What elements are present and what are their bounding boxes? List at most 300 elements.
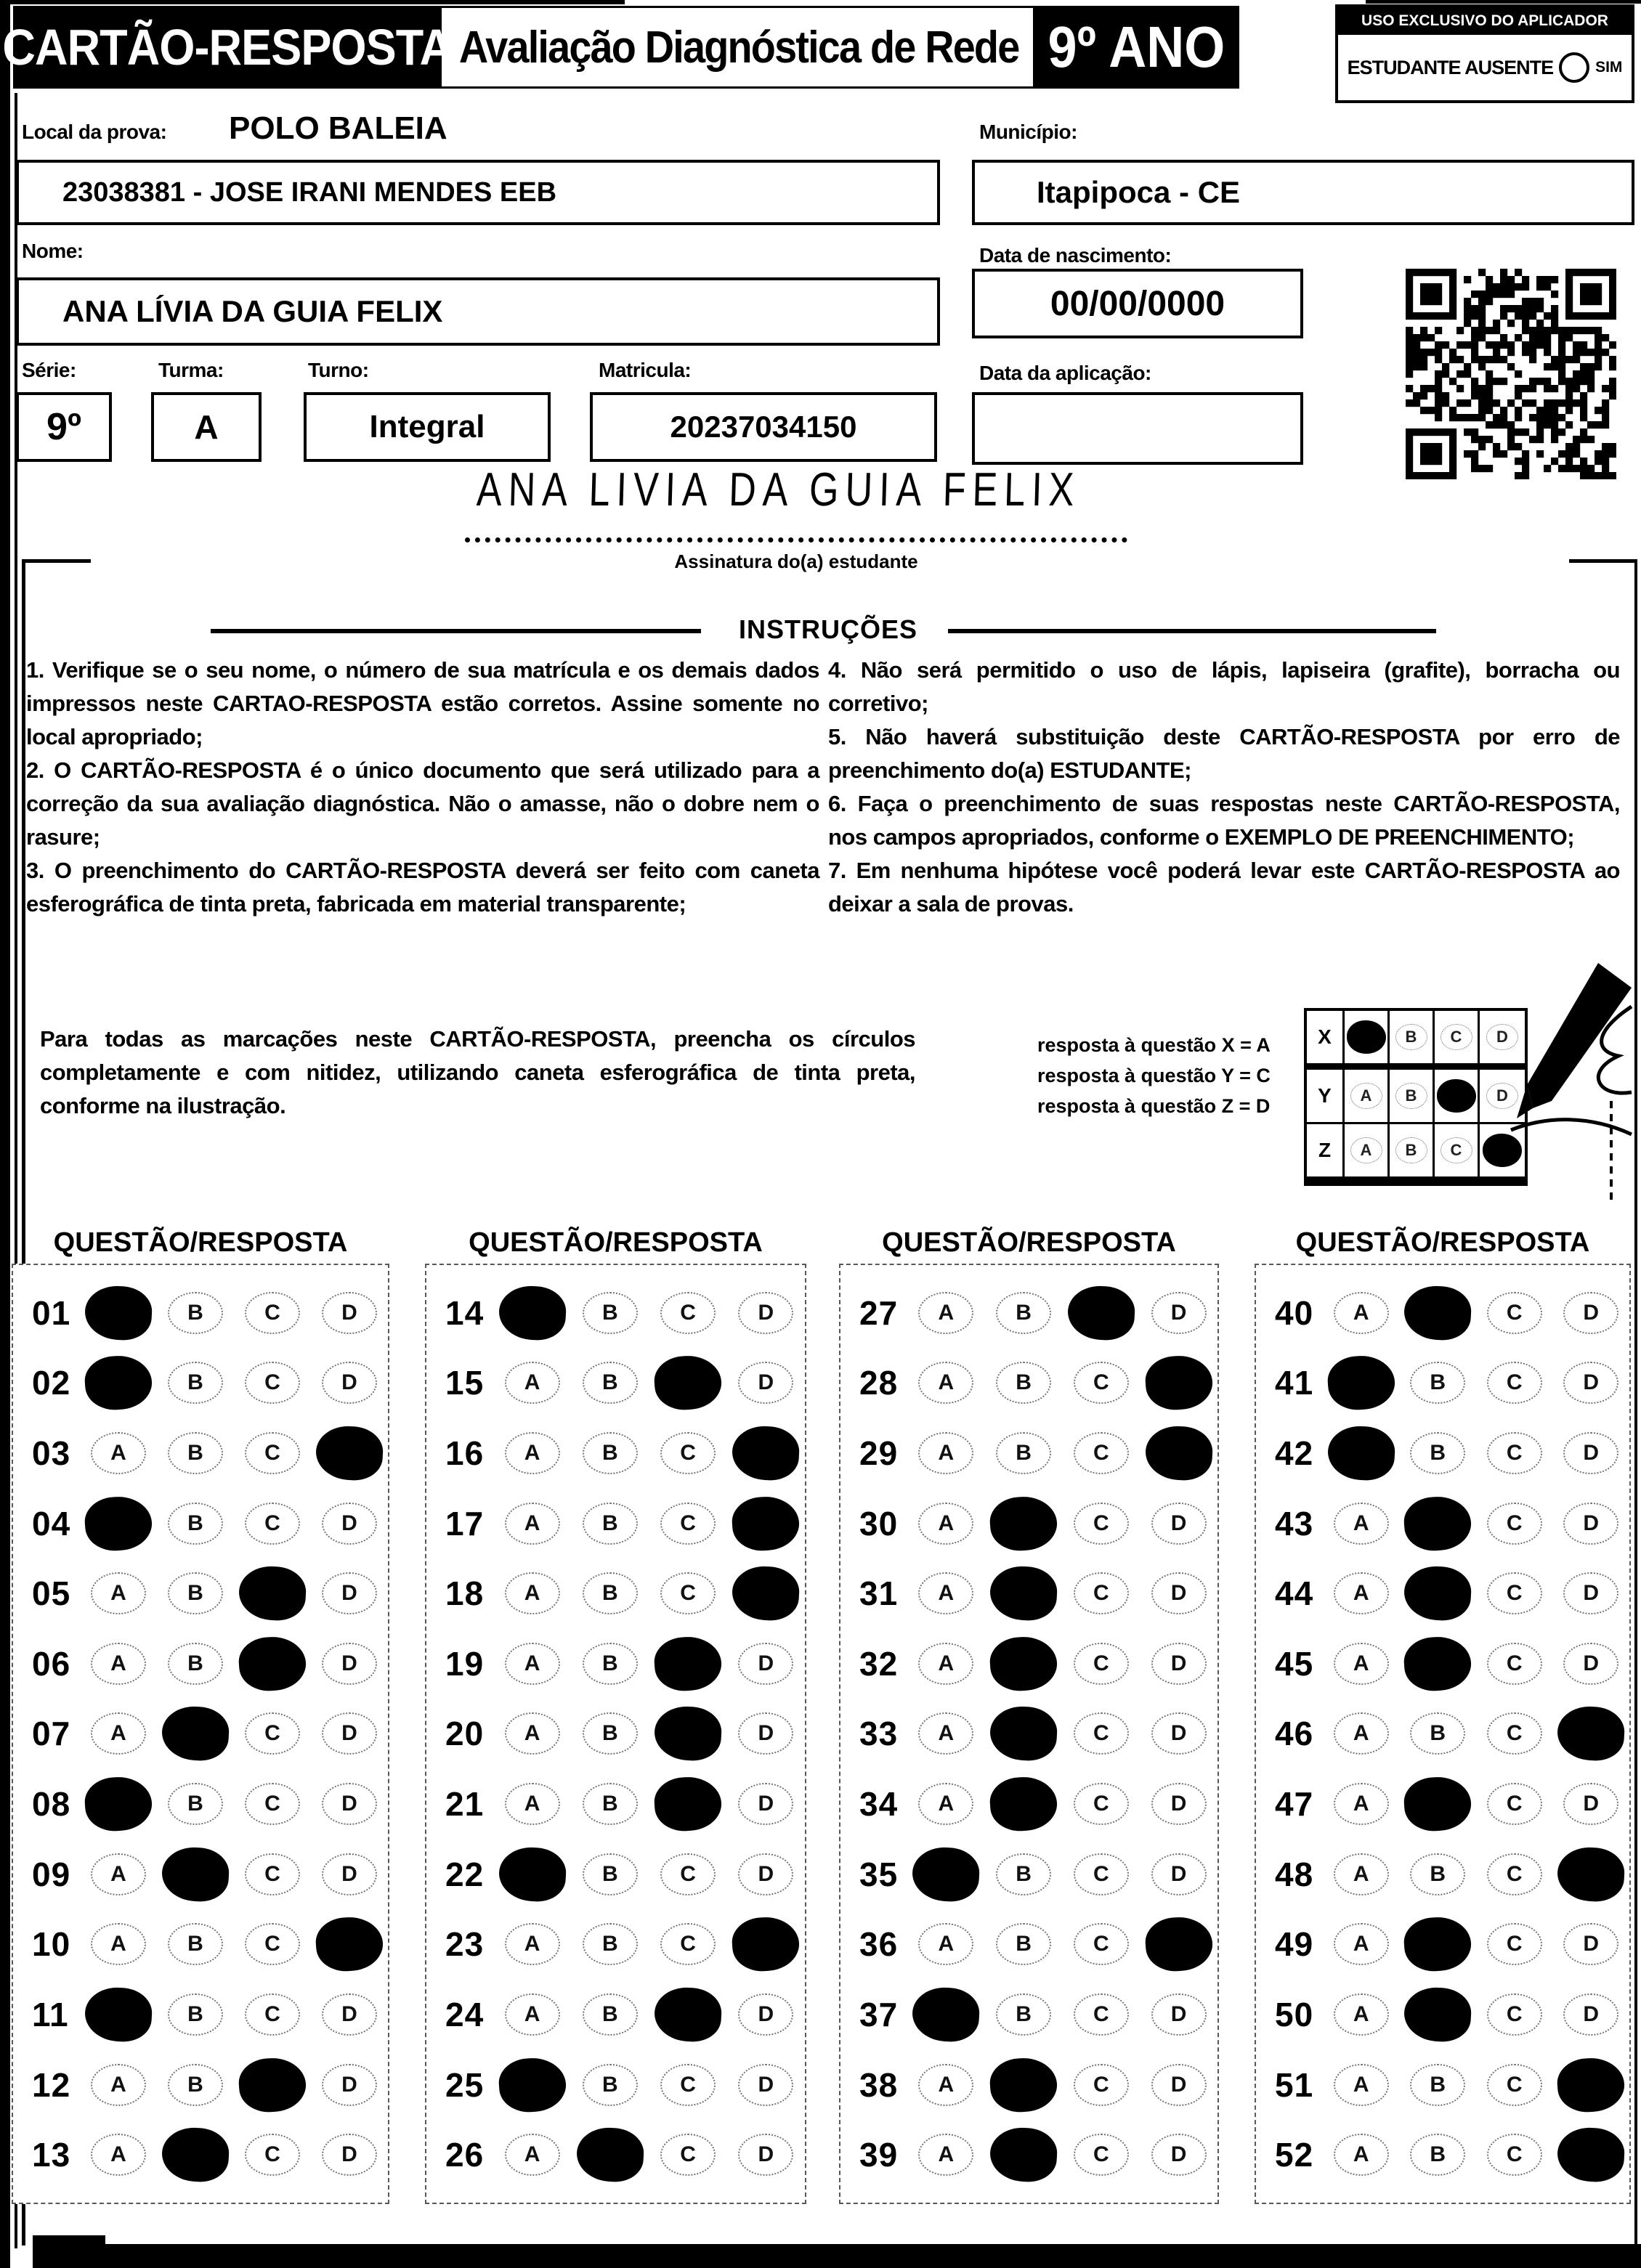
answer-bubble-filled[interactable] [1143,1354,1214,1412]
answer-bubble[interactable]: A [1334,1572,1389,1614]
question-row [426,1848,805,1901]
answer-bubble[interactable]: C [660,1292,716,1334]
answer-bubble[interactable]: D [322,1993,377,2036]
answer-bubble[interactable]: B [583,1503,638,1545]
answer-bubble[interactable]: B [583,1643,638,1685]
answer-bubble-filled[interactable] [498,1284,567,1341]
answer-bubble[interactable]: B [168,1362,223,1404]
answer-bubble-filled[interactable] [84,1354,154,1412]
answer-bubble-filled[interactable] [161,2126,230,2184]
answer-bubble[interactable]: C [1074,1993,1129,2036]
instructions-right-column [828,654,1620,921]
instructions-rule-right [948,629,1436,633]
answer-bubble[interactable]: C [245,1783,300,1825]
question-row [13,1426,388,1480]
question-number: 24 [445,1996,485,2034]
answer-bubble[interactable]: B [996,1362,1051,1404]
answer-bubble[interactable]: D [322,1853,377,1895]
answer-bubble[interactable]: B [168,2064,223,2106]
nascimento-label: Data de nascimento: [979,244,1172,267]
question-row [426,1426,805,1480]
answer-bubble[interactable]: B [583,1783,638,1825]
answer-bubble-filled[interactable] [1144,1425,1214,1482]
answer-bubble-filled[interactable] [1556,1705,1626,1763]
question-number: 43 [1275,1504,1314,1543]
answer-bubble[interactable]: B [168,1292,223,1334]
answer-bubble[interactable]: A [1334,1783,1389,1825]
answer-bubble[interactable]: A [91,2134,146,2176]
answer-bubble-filled[interactable] [1556,2126,1626,2184]
answer-bubble-filled[interactable] [653,1635,724,1693]
instruction-item: 4. Não será permitido o uso de lápis, lapiseira (grafite), borracha ou corretivo; [828,657,1620,716]
answer-bubble[interactable]: B [168,1572,223,1614]
answer-bubble[interactable]: A [918,1643,973,1685]
answer-bubble[interactable]: A [918,2134,973,2176]
answer-bubble[interactable]: A [1334,2134,1389,2176]
answer-bubble-filled[interactable] [1326,1425,1396,1482]
question-number: 23 [445,1925,485,1964]
answer-bubble[interactable]: C [1487,1643,1542,1685]
instructions-title: INSTRUÇÕES [738,614,918,644]
answer-bubble[interactable]: D [738,2064,793,2106]
answer-bubble-filled[interactable] [912,1986,981,2044]
answer-bubble-filled[interactable] [989,1565,1058,1622]
answer-bubble[interactable]: C [1487,1712,1542,1755]
answer-bubble[interactable]: D [322,2134,377,2176]
absent-label: ESTUDANTE AUSENTE [1347,56,1554,78]
answer-bubble-filled[interactable] [1403,1494,1473,1552]
answer-bubble[interactable]: D [738,2134,793,2176]
answer-bubble[interactable]: D [738,1783,793,1825]
turma-label: Turma: [158,359,224,381]
answer-bubble[interactable]: C [1487,1503,1542,1545]
answer-bubble[interactable]: B [583,1993,638,2036]
answer-bubble[interactable]: D [1563,1923,1618,1965]
answer-bubble-filled[interactable] [731,1494,801,1552]
answer-bubble[interactable]: B [168,1923,223,1965]
answer-bubble-filled[interactable] [731,1915,801,1973]
answer-bubble[interactable]: C [1074,1432,1129,1474]
question-number: 48 [1275,1855,1314,1893]
answer-bubble[interactable]: C [1074,1923,1129,1965]
answer-bubble[interactable]: C [660,1923,716,1965]
question-number: 52 [1275,2136,1314,2174]
answer-bubble[interactable]: A [918,1783,973,1825]
question-row [1256,1707,1629,1760]
answer-bubble-filled[interactable] [1403,1775,1473,1833]
answer-bubble-filled[interactable] [1403,1915,1473,1973]
answer-bubble[interactable]: A [91,1432,146,1474]
local-value: POLO BALEIA [229,110,447,146]
question-row [840,1497,1217,1550]
question-row [1256,1988,1629,2041]
answer-bubble[interactable]: D [1151,1503,1207,1545]
answer-bubble[interactable]: A [918,1923,973,1965]
question-number: 14 [445,1293,485,1332]
answer-bubble-filled[interactable] [84,1986,153,2044]
answer-bubble[interactable]: B [996,1853,1051,1895]
signature-line[interactable] [465,537,1127,542]
answer-block-3 [839,1264,1219,2204]
answer-bubble[interactable]: C [1487,1362,1542,1404]
answer-block-1 [12,1264,389,2204]
answer-bubble[interactable]: C [1487,1993,1542,2036]
answer-bubble-filled[interactable] [1403,1635,1473,1693]
answer-bubble-filled[interactable] [84,1494,154,1552]
serie-field [16,392,112,462]
answer-bubble[interactable]: B [1410,1362,1465,1404]
answer-bubble[interactable]: D [1151,1292,1207,1334]
answer-bubble[interactable]: C [1487,1923,1542,1965]
question-number: 05 [32,1574,71,1613]
answer-bubble[interactable]: D [322,1572,377,1614]
question-row [13,1777,388,1831]
question-number: 02 [32,1364,71,1402]
answer-bubble-filled[interactable] [161,1705,230,1763]
answer-bubble-filled[interactable] [497,2056,567,2114]
answer-bubble-filled[interactable] [653,1986,723,2044]
pen-hand-illustration [1489,963,1641,1203]
question-number: 08 [32,1785,71,1824]
scan-top-edge [0,0,625,4]
answer-bubble[interactable]: C [660,2064,716,2106]
answer-bubble[interactable]: D [1151,1712,1207,1755]
answer-bubble[interactable]: B [168,1432,223,1474]
answer-bubble[interactable]: B [168,1783,223,1825]
answer-bubble-filled[interactable] [653,1705,723,1763]
answer-bubble[interactable]: A [918,1572,973,1614]
answer-bubble[interactable]: B [583,1853,638,1895]
grade-label: 9º ANO [1048,15,1225,79]
question-row [840,1917,1217,1971]
question-row [13,1356,388,1410]
answer-bubble-filled[interactable] [732,1425,801,1482]
question-row [1256,2128,1629,2182]
answer-bubble-filled[interactable] [989,2056,1059,2114]
answer-bubble[interactable]: C [1487,2064,1542,2106]
answer-bubble[interactable]: D [1151,1993,1207,2036]
example-bubble-filled [1347,1020,1386,1054]
question-number: 07 [32,1715,71,1753]
answer-bubble[interactable]: D [1563,1292,1618,1334]
question-row [1256,1848,1629,1901]
answer-bubble[interactable]: C [1074,1643,1129,1685]
question-row [1256,1286,1629,1340]
answer-bubble[interactable]: C [245,1993,300,2036]
answer-bubble-filled[interactable] [1403,1565,1472,1622]
answer-bubble-filled[interactable] [238,1635,308,1693]
answer-bubble[interactable]: C [1487,1292,1542,1334]
question-number: 37 [859,1996,899,2034]
answer-bubble[interactable]: B [1410,1853,1465,1895]
frame-corner-left [22,559,91,563]
answer-bubble[interactable]: B [168,1993,223,2036]
answer-bubble-filled[interactable] [989,1635,1059,1693]
answer-bubble[interactable]: C [1487,2134,1542,2176]
answer-bubble[interactable]: C [1074,2064,1129,2106]
answer-bubble[interactable]: C [245,1503,300,1545]
answer-bubble[interactable]: A [1334,2064,1389,2106]
answer-bubble-filled[interactable] [84,1284,153,1341]
answer-bubble[interactable]: C [660,2134,716,2176]
question-number: 49 [1275,1925,1314,1964]
answer-bubble-filled[interactable] [315,1425,384,1482]
serie-value: 9º [46,406,81,448]
answer-bubble-filled[interactable] [1556,2056,1626,2114]
example-row-label: Y [1307,1070,1345,1122]
answer-bubble-filled[interactable] [912,1845,981,1903]
answer-bubble[interactable]: B [996,1993,1051,2036]
question-row [13,2058,388,2112]
answer-bubble[interactable]: A [1334,1503,1389,1545]
answer-bubble-filled[interactable] [498,1845,567,1903]
answer-bubble[interactable]: D [738,1712,793,1755]
question-number: 34 [859,1785,899,1824]
question-row [426,1707,805,1760]
answer-bubble[interactable]: D [1563,1572,1618,1614]
answer-bubble[interactable]: D [1563,1362,1618,1404]
answer-bubble[interactable]: A [505,1993,560,2036]
answer-bubble[interactable]: C [660,1853,716,1895]
answer-bubble[interactable]: C [245,1923,300,1965]
answer-bubble[interactable]: B [583,1572,638,1614]
answer-bubble[interactable]: C [1074,1783,1129,1825]
answer-bubble[interactable]: A [505,1643,560,1685]
example-bubble: D [1486,1083,1518,1109]
answer-bubble[interactable]: A [1334,1643,1389,1685]
answer-bubble-filled[interactable] [989,1775,1059,1833]
answer-bubble[interactable]: C [1074,1572,1129,1614]
answer-bubble-filled[interactable] [238,1565,307,1622]
answer-bubble[interactable]: A [505,1362,560,1404]
example-bubble: A [1350,1083,1382,1109]
answer-bubble[interactable]: B [583,1292,638,1334]
question-number: 26 [445,2136,485,2174]
answer-bubble[interactable]: C [245,1853,300,1895]
answer-bubble-filled[interactable] [989,2126,1058,2184]
frame-corner-right [1569,559,1634,563]
answer-bubble[interactable]: B [1410,1712,1465,1755]
answer-bubble[interactable]: B [583,2064,638,2106]
question-row [13,1988,388,2041]
answer-bubble[interactable]: B [583,1432,638,1474]
question-row [840,1637,1217,1691]
answer-bubble-filled[interactable] [1326,1354,1396,1412]
answer-bubble[interactable]: A [91,2064,146,2106]
answer-bubble[interactable]: D [1151,1643,1207,1685]
answer-bubble-filled[interactable] [575,2126,645,2184]
answer-bubble[interactable]: B [168,1503,223,1545]
question-number: 27 [859,1293,899,1332]
answer-bubble-filled[interactable] [1143,1915,1214,1973]
instruction-item: 2. O CARTÃO-RESPOSTA é o único documento que será utilizado para a correção da sua avaliação diagnóstica. Não o amasse, não o dobre nem o rasure; [26,757,819,850]
answer-bubble[interactable]: D [322,1643,377,1685]
answer-bubble[interactable]: A [505,1503,560,1545]
answer-bubble[interactable]: A [505,1923,560,1965]
example-bubble: D [1486,1024,1518,1050]
absent-bubble[interactable] [1559,52,1589,83]
answer-bubble[interactable]: A [1334,1712,1389,1755]
answer-bubble[interactable]: A [1334,1853,1389,1895]
answer-bubble-filled[interactable] [315,1915,385,1973]
answer-bubble[interactable]: B [996,1292,1051,1334]
answer-bubble[interactable]: C [1074,1362,1129,1404]
answer-bubble[interactable]: D [1563,1643,1618,1685]
example-row-label: X [1307,1011,1345,1063]
answer-bubble-filled[interactable] [732,1565,801,1622]
answer-bubble[interactable]: B [583,1362,638,1404]
aplicacao-label: Data da aplicação: [979,362,1151,384]
answer-bubble[interactable]: D [1151,1853,1207,1895]
answer-bubble[interactable]: C [1074,1503,1129,1545]
answer-bubble-filled[interactable] [238,2056,308,2114]
answer-bubble[interactable]: A [505,1432,560,1474]
question-row [840,1286,1217,1340]
answer-bubble[interactable]: B [1410,2064,1465,2106]
answer-bubble[interactable]: B [583,1712,638,1755]
answer-bubble[interactable]: A [918,1712,973,1755]
answer-bubble[interactable]: A [505,2134,560,2176]
answer-bubble[interactable]: D [1151,1783,1207,1825]
answer-bubble[interactable]: A [1334,1993,1389,2036]
answer-bubble[interactable]: C [1074,1712,1129,1755]
question-number: 04 [32,1504,71,1543]
answer-bubble[interactable]: D [1563,1503,1618,1545]
question-row [426,1356,805,1410]
answer-bubble[interactable]: A [918,2064,973,2106]
answer-bubble[interactable]: D [1563,1993,1618,2036]
answer-bubble[interactable]: B [1410,2134,1465,2176]
answer-bubble-filled[interactable] [1403,1986,1472,2044]
answer-bubble[interactable]: A [505,1712,560,1755]
answer-bubble[interactable]: C [245,1712,300,1755]
answer-bubble[interactable]: D [1151,2134,1207,2176]
answer-bubble-filled[interactable] [1403,1284,1472,1341]
aplicacao-field[interactable] [972,392,1303,465]
answer-bubble[interactable]: A [1334,1923,1389,1965]
question-number: 51 [1275,2065,1314,2104]
answer-bubble-filled[interactable] [161,1845,230,1903]
answer-bubble[interactable]: C [245,1432,300,1474]
answer-bubble-filled[interactable] [989,1494,1059,1552]
question-number: 22 [445,1855,485,1893]
answer-bubble[interactable]: D [738,1292,793,1334]
answer-bubble[interactable]: C [660,1572,716,1614]
answer-bubble[interactable]: B [583,1923,638,1965]
card-title: CARTÃO-RESPOSTA [2,19,453,76]
answer-bubble[interactable]: B [168,1643,223,1685]
answer-bubble[interactable]: C [1487,1853,1542,1895]
answer-bubble[interactable]: D [1563,1783,1618,1825]
instruction-item: 6. Faça o preenchimento de suas respostas neste CARTÃO-RESPOSTA, nos campos apropriados, conforme o EXEMPLO DE PREENCHIMENTO; [828,791,1620,850]
answer-bubble[interactable]: C [245,2134,300,2176]
question-number: 16 [445,1434,485,1472]
question-row [13,1848,388,1901]
answer-bubble[interactable]: D [1151,2064,1207,2106]
question-row [840,1707,1217,1760]
answer-bubble[interactable]: A [91,1712,146,1755]
matricula-value: 20237034150 [670,410,857,444]
answer-bubble[interactable]: D [738,1993,793,2036]
question-row [1256,1356,1629,1410]
answer-bubble[interactable]: D [322,1292,377,1334]
question-row [840,2058,1217,2112]
example-legend [1037,1030,1271,1121]
answer-bubble[interactable]: C [1487,1572,1542,1614]
answer-bubble[interactable]: A [505,1572,560,1614]
answer-bubble[interactable]: D [1151,1572,1207,1614]
example-bubble: C [1441,1137,1472,1163]
answer-bubble-filled[interactable] [84,1775,154,1833]
answer-bubble[interactable]: A [91,1572,146,1614]
question-number: 06 [32,1644,71,1683]
answer-bubble[interactable]: A [505,1783,560,1825]
answer-bubble-filled[interactable] [1066,1284,1136,1341]
answer-bubble[interactable]: C [660,1432,716,1474]
nome-label: Nome: [22,240,84,262]
answer-bubble[interactable]: C [1487,1783,1542,1825]
answer-bubble-filled[interactable] [653,1775,724,1833]
answer-bubble[interactable]: A [91,1643,146,1685]
answer-bubble[interactable]: D [322,1503,377,1545]
answer-bubble-filled[interactable] [1556,1845,1626,1903]
answer-bubble[interactable]: A [918,1432,973,1474]
scan-bottom-bar [64,2244,1641,2268]
question-column-header-2: QUESTÃO/RESPOSTA [469,1227,763,1258]
answer-bubble[interactable]: C [660,1503,716,1545]
question-row [1256,1777,1629,1831]
question-number: 40 [1275,1293,1314,1332]
answer-bubble[interactable]: D [738,1362,793,1404]
answer-bubble[interactable]: C [245,1292,300,1334]
example-bubble: B [1395,1137,1427,1163]
answer-bubble[interactable]: B [1410,1432,1465,1474]
answer-bubble[interactable]: A [918,1503,973,1545]
answer-bubble[interactable]: D [322,2064,377,2106]
question-column-header-4: QUESTÃO/RESPOSTA [1295,1227,1590,1258]
question-number: 29 [859,1434,899,1472]
scan-right-line [1634,559,1637,2245]
answer-bubble[interactable]: A [1334,1292,1389,1334]
matricula-field [590,392,937,462]
instruction-item: 1. Verifique se o seu nome, o número de sua matrícula e os demais dados impressos neste CARTAO-RESPOSTA estão corretos. Assine somente no local apropriado; [26,657,819,749]
answer-bubble[interactable]: A [918,1292,973,1334]
answer-bubble[interactable]: D [738,1853,793,1895]
example-bubble-filled [1437,1079,1476,1113]
answer-bubble[interactable]: B [996,1432,1051,1474]
answer-bubble[interactable]: B [996,1923,1051,1965]
answer-bubble[interactable]: D [1563,1432,1618,1474]
answer-bubble[interactable]: C [245,1362,300,1404]
answer-bubble[interactable]: D [322,1783,377,1825]
answer-bubble[interactable]: C [1074,1853,1129,1895]
answer-bubble[interactable]: D [322,1362,377,1404]
question-row [1256,2058,1629,2112]
question-row [840,1848,1217,1901]
turno-field [304,392,551,462]
answer-bubble[interactable]: C [1487,1432,1542,1474]
question-row [1256,1637,1629,1691]
answer-bubble[interactable]: D [738,1643,793,1685]
answer-bubble[interactable]: A [91,1853,146,1895]
answer-bubble-filled[interactable] [989,1705,1058,1763]
answer-bubble[interactable]: A [91,1923,146,1965]
answer-bubble[interactable]: A [918,1362,973,1404]
answer-bubble[interactable]: D [322,1712,377,1755]
answer-bubble-filled[interactable] [653,1354,724,1412]
question-number: 19 [445,1644,485,1683]
answer-bubble[interactable]: C [1074,2134,1129,2176]
